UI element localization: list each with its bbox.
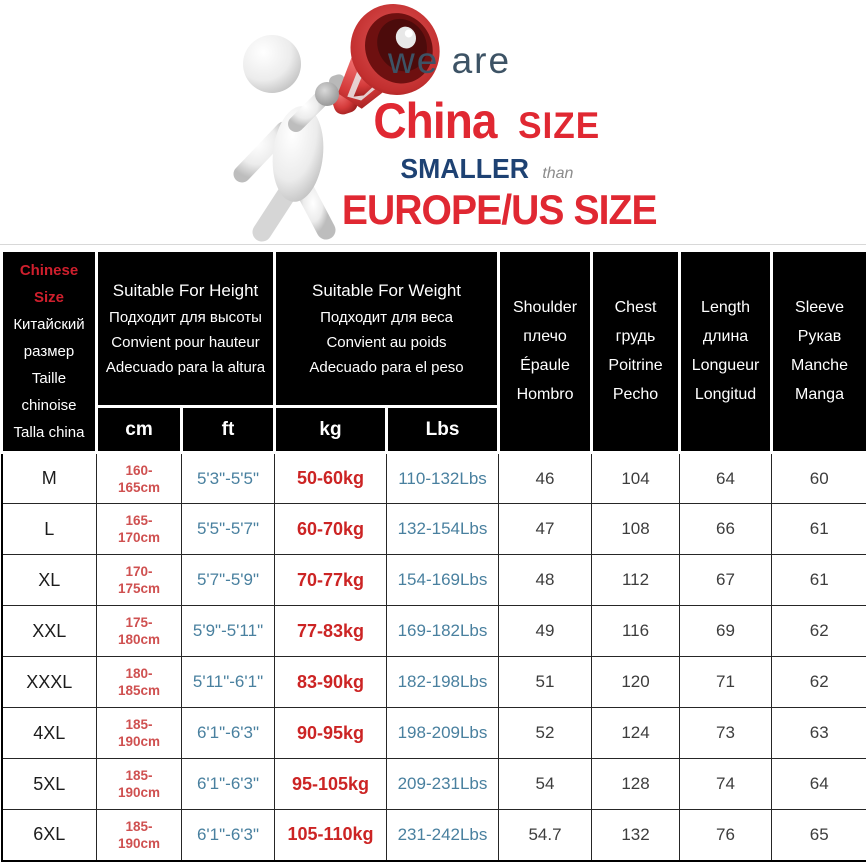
header-line: плечо bbox=[523, 328, 567, 345]
size-table-wrap bbox=[0, 244, 866, 862]
banner-europe-us bbox=[330, 186, 657, 234]
header-unit-kg: kg bbox=[275, 407, 387, 453]
header-line: Convient au poids bbox=[326, 334, 447, 351]
banner-china-word: China bbox=[373, 93, 497, 149]
header-line: Taille bbox=[31, 370, 67, 387]
header-line: Chest bbox=[614, 299, 657, 316]
table-row bbox=[2, 657, 866, 708]
weight-lbs-cell: 198-209Lbs bbox=[387, 708, 499, 759]
banner-text bbox=[330, 40, 657, 234]
height-cm-cell: 170- 175cm bbox=[97, 555, 182, 606]
header-line: Manche bbox=[791, 357, 848, 374]
banner-europe-word: EUROPE/US SIZE bbox=[341, 186, 657, 233]
weight-kg-cell: 77-83kg bbox=[275, 606, 387, 657]
sleeve-cell: 65 bbox=[772, 810, 866, 861]
header-line: Подходит для высоты bbox=[109, 309, 262, 326]
chest-cell: 116 bbox=[592, 606, 680, 657]
header-line: Longueur bbox=[691, 357, 760, 374]
weight-lbs-cell: 132-154Lbs bbox=[387, 504, 499, 555]
banner-smaller-word: SMALLER bbox=[399, 153, 529, 184]
sleeve-cell: 61 bbox=[772, 555, 866, 606]
header-line: Manga bbox=[795, 386, 844, 403]
height-ft-cell: 5'7"-5'9" bbox=[182, 555, 275, 606]
table-row bbox=[2, 555, 866, 606]
header-unit-cm: cm bbox=[97, 407, 182, 453]
shoulder-cell: 54.7 bbox=[499, 810, 592, 861]
header-line: Length bbox=[701, 299, 750, 316]
shoulder-cell: 49 bbox=[499, 606, 592, 657]
header-unit-lbs: Lbs bbox=[387, 407, 499, 453]
header-unit-ft: ft bbox=[182, 407, 275, 453]
header-line: Longitud bbox=[694, 386, 757, 403]
sleeve-cell: 63 bbox=[772, 708, 866, 759]
height-ft-cell: 5'11"-6'1" bbox=[182, 657, 275, 708]
banner-we-are: we are bbox=[388, 40, 512, 81]
header-line: Sleeve bbox=[795, 299, 844, 316]
header-shoulder bbox=[499, 251, 592, 453]
weight-kg-cell: 50-60kg bbox=[275, 453, 387, 504]
weight-kg-cell: 105-110kg bbox=[275, 810, 387, 861]
header-line: длина bbox=[702, 328, 749, 345]
header-line: Shoulder bbox=[512, 299, 578, 316]
header-line: Poitrine bbox=[608, 357, 663, 374]
length-cell: 69 bbox=[680, 606, 772, 657]
shoulder-cell: 54 bbox=[499, 759, 592, 810]
height-ft-cell: 6'1"-6'3" bbox=[182, 759, 275, 810]
height-ft-cell: 6'1"-6'3" bbox=[182, 708, 275, 759]
table-row bbox=[2, 504, 866, 555]
header-line: Size bbox=[33, 289, 64, 306]
chest-cell: 104 bbox=[592, 453, 680, 504]
size-cell: L bbox=[2, 504, 97, 555]
weight-kg-cell: 83-90kg bbox=[275, 657, 387, 708]
table-row bbox=[2, 606, 866, 657]
length-cell: 71 bbox=[680, 657, 772, 708]
header-line: Adecuado para el peso bbox=[309, 359, 464, 376]
header-chinese-size bbox=[2, 251, 97, 453]
header-line: размер bbox=[23, 343, 75, 360]
weight-kg-cell: 95-105kg bbox=[275, 759, 387, 810]
table-row bbox=[2, 708, 866, 759]
weight-lbs-cell: 182-198Lbs bbox=[387, 657, 499, 708]
sleeve-cell: 62 bbox=[772, 657, 866, 708]
weight-lbs-cell: 110-132Lbs bbox=[387, 453, 499, 504]
length-cell: 74 bbox=[680, 759, 772, 810]
header-line: Épaule bbox=[520, 357, 570, 374]
header-line: Рукав bbox=[797, 328, 842, 345]
sleeve-cell: 60 bbox=[772, 453, 866, 504]
length-cell: 66 bbox=[680, 504, 772, 555]
header-line: chinoise bbox=[21, 397, 77, 414]
weight-kg-cell: 60-70kg bbox=[275, 504, 387, 555]
height-cm-cell: 185- 190cm bbox=[97, 708, 182, 759]
header-line: Pecho bbox=[612, 386, 659, 403]
weight-kg-cell: 90-95kg bbox=[275, 708, 387, 759]
height-cm-cell: 165- 170cm bbox=[97, 504, 182, 555]
height-cm-cell: 175- 180cm bbox=[97, 606, 182, 657]
weight-lbs-cell: 231-242Lbs bbox=[387, 810, 499, 861]
size-cell: M bbox=[2, 453, 97, 504]
size-cell: 5XL bbox=[2, 759, 97, 810]
sleeve-cell: 61 bbox=[772, 504, 866, 555]
size-cell: XL bbox=[2, 555, 97, 606]
header-line: Suitable For Weight bbox=[312, 281, 461, 300]
height-cm-cell: 185- 190cm bbox=[97, 759, 182, 810]
size-cell: XXXL bbox=[2, 657, 97, 708]
header-length bbox=[680, 251, 772, 453]
header-height-group bbox=[97, 251, 275, 407]
chest-cell: 120 bbox=[592, 657, 680, 708]
header-line: Convient pour hauteur bbox=[111, 334, 260, 351]
size-table bbox=[0, 249, 866, 862]
shoulder-cell: 46 bbox=[499, 453, 592, 504]
length-cell: 67 bbox=[680, 555, 772, 606]
banner-size-word: SIZE bbox=[518, 105, 601, 146]
height-ft-cell: 6'1"-6'3" bbox=[182, 810, 275, 861]
size-cell: 6XL bbox=[2, 810, 97, 861]
table-row bbox=[2, 810, 866, 861]
height-cm-cell: 160- 165cm bbox=[97, 453, 182, 504]
sleeve-cell: 62 bbox=[772, 606, 866, 657]
shoulder-cell: 52 bbox=[499, 708, 592, 759]
header-line: грудь bbox=[615, 328, 656, 345]
weight-lbs-cell: 209-231Lbs bbox=[387, 759, 499, 810]
banner bbox=[0, 0, 866, 244]
weight-kg-cell: 70-77kg bbox=[275, 555, 387, 606]
height-cm-cell: 180- 185cm bbox=[97, 657, 182, 708]
table-row bbox=[2, 453, 866, 504]
height-ft-cell: 5'3"-5'5" bbox=[182, 453, 275, 504]
height-cm-cell: 185- 190cm bbox=[97, 810, 182, 861]
chest-cell: 132 bbox=[592, 810, 680, 861]
header-line: Chinese bbox=[19, 262, 79, 279]
sleeve-cell: 64 bbox=[772, 759, 866, 810]
header-line: Китайский bbox=[13, 316, 85, 333]
header-weight-group bbox=[275, 251, 499, 407]
size-cell: 4XL bbox=[2, 708, 97, 759]
size-cell: XXL bbox=[2, 606, 97, 657]
height-ft-cell: 5'5"-5'7" bbox=[182, 504, 275, 555]
header-line: Подходит для веса bbox=[320, 309, 453, 326]
chest-cell: 108 bbox=[592, 504, 680, 555]
header-chest bbox=[592, 251, 680, 453]
length-cell: 76 bbox=[680, 810, 772, 861]
banner-than-word: than bbox=[542, 165, 574, 182]
table-row bbox=[2, 759, 866, 810]
header-line: Talla china bbox=[13, 424, 85, 441]
header-line: Suitable For Height bbox=[112, 281, 259, 300]
chest-cell: 112 bbox=[592, 555, 680, 606]
chest-cell: 124 bbox=[592, 708, 680, 759]
weight-lbs-cell: 169-182Lbs bbox=[387, 606, 499, 657]
shoulder-cell: 48 bbox=[499, 555, 592, 606]
length-cell: 64 bbox=[680, 453, 772, 504]
header-line: Hombro bbox=[516, 386, 574, 403]
header-line: Adecuado para la altura bbox=[105, 359, 266, 376]
chest-cell: 128 bbox=[592, 759, 680, 810]
weight-lbs-cell: 154-169Lbs bbox=[387, 555, 499, 606]
header-sleeve bbox=[772, 251, 866, 453]
banner-smaller-than bbox=[330, 153, 640, 185]
banner-china-size bbox=[330, 92, 640, 150]
shoulder-cell: 47 bbox=[499, 504, 592, 555]
length-cell: 73 bbox=[680, 708, 772, 759]
size-table-body bbox=[2, 453, 866, 861]
shoulder-cell: 51 bbox=[499, 657, 592, 708]
height-ft-cell: 5'9"-5'11" bbox=[182, 606, 275, 657]
